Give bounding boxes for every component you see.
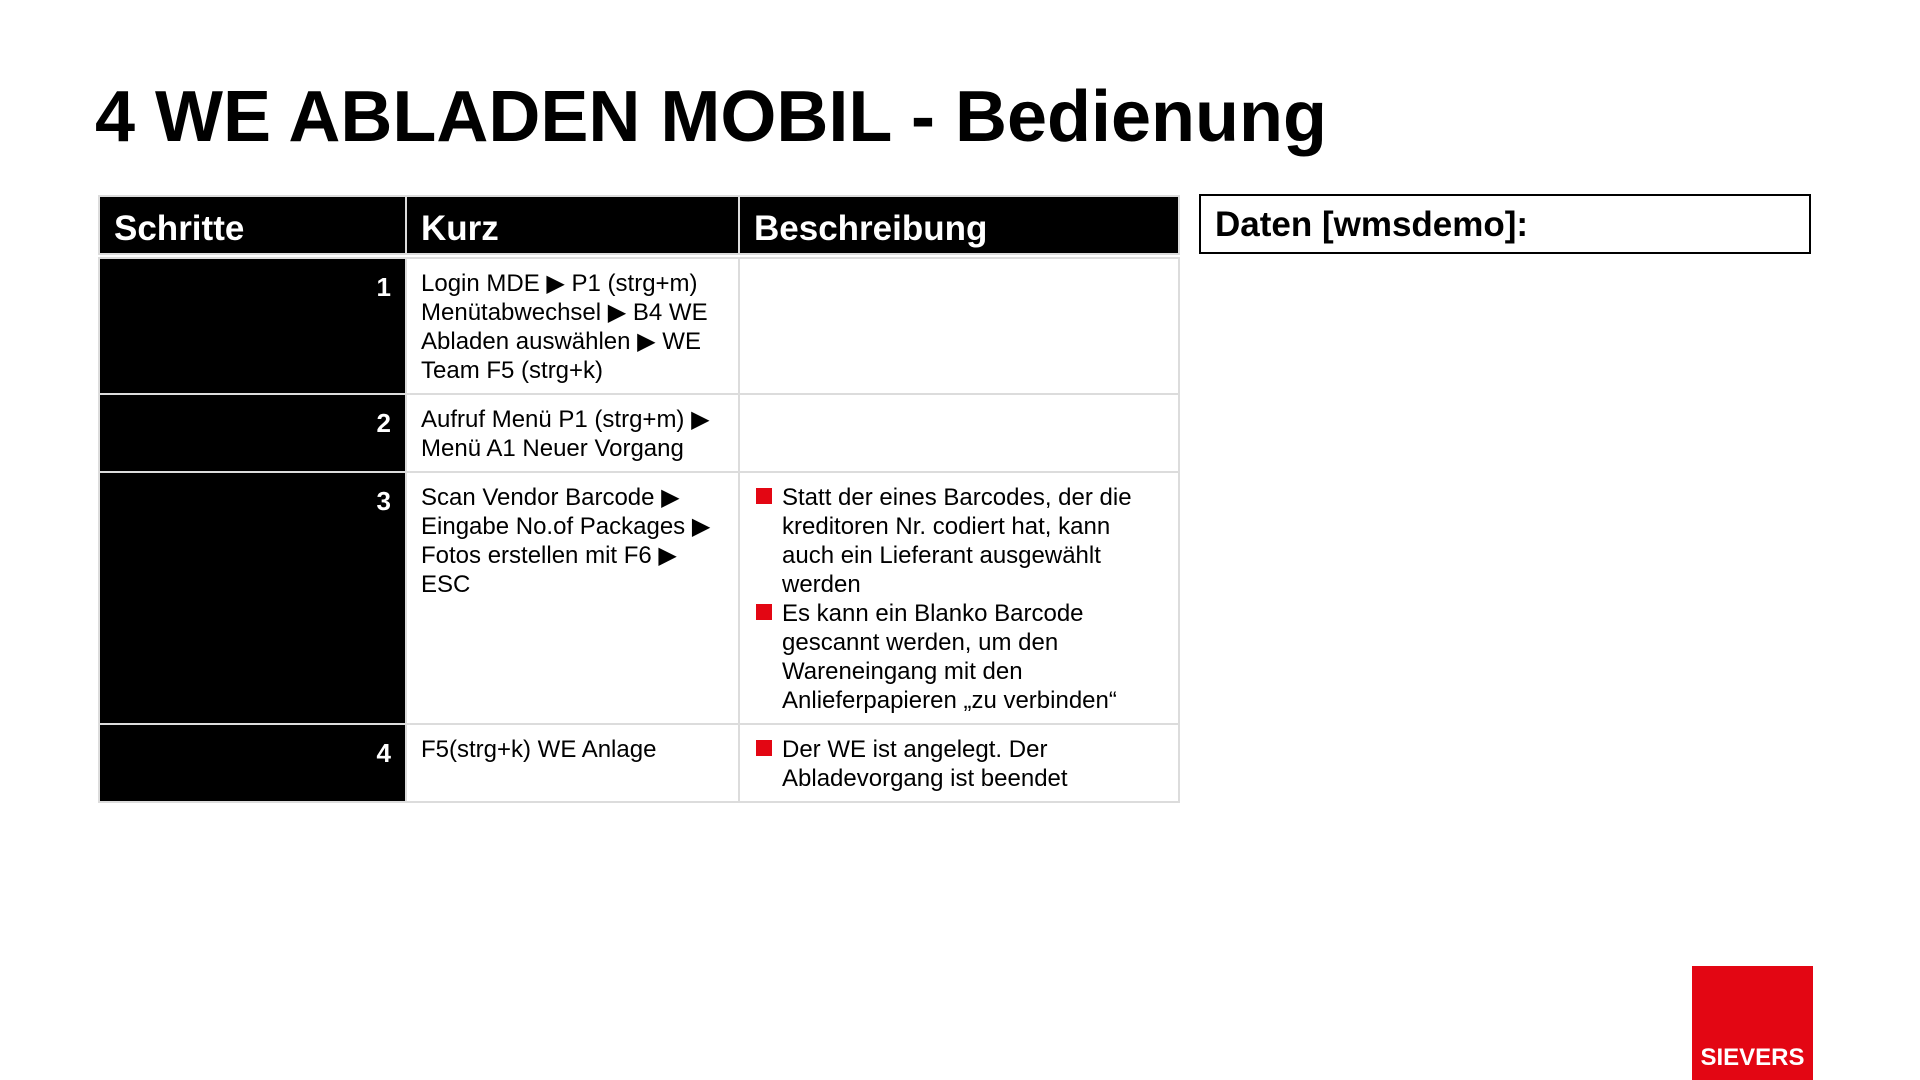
step-beschreibung <box>739 724 1179 802</box>
description-item <box>754 483 1164 599</box>
description-item <box>754 735 1164 793</box>
header-beschreibung: Beschreibung <box>739 196 1179 254</box>
step-kurz: Login MDE ▶ P1 (strg+m) Menütabwechsel ▶ B4 WE Abladen auswählen ▶ WE Team F5 (strg+k) <box>406 258 739 394</box>
step-number: 2 <box>99 394 406 472</box>
description-item <box>754 599 1164 715</box>
step-number: 3 <box>99 472 406 724</box>
header-schritte: Schritte <box>99 196 406 254</box>
table-header-row <box>99 196 1179 254</box>
description-text: Es kann ein Blanko Barcode gescannt werden, um den Wareneingang mit den Anlieferpapieren „zu verbinden“ <box>782 600 1117 714</box>
logo-text: SIEVERS <box>1700 1044 1805 1071</box>
step-beschreibung <box>739 472 1179 724</box>
step-kurz: F5(strg+k) WE Anlage <box>406 724 739 802</box>
table-row <box>99 258 1179 394</box>
data-box <box>1199 194 1811 254</box>
step-kurz: Aufruf Menü P1 (strg+m) ▶ Menü A1 Neuer Vorgang <box>406 394 739 472</box>
description-list <box>754 483 1164 715</box>
page-title: 4 WE ABLADEN MOBIL - Bedienung <box>95 77 1327 157</box>
red-square-bullet-icon <box>756 488 772 504</box>
description-text: Der WE ist angelegt. Der Abladevorgang ist beendet <box>782 736 1068 792</box>
table-row <box>99 724 1179 802</box>
step-number: 1 <box>99 258 406 394</box>
header-kurz: Kurz <box>406 196 739 254</box>
description-text: Statt der eines Barcodes, der die kreditoren Nr. codiert hat, kann auch ein Lieferant ausgewählt werden <box>782 484 1132 598</box>
step-number: 4 <box>99 724 406 802</box>
sievers-logo <box>1692 966 1813 1080</box>
step-beschreibung <box>739 394 1179 472</box>
step-beschreibung <box>739 258 1179 394</box>
table-row <box>99 394 1179 472</box>
table-row <box>99 472 1179 724</box>
steps-table <box>98 195 1180 803</box>
description-list <box>754 735 1164 793</box>
red-square-bullet-icon <box>756 740 772 756</box>
data-box-label: Daten [wmsdemo]: <box>1215 205 1529 244</box>
red-square-bullet-icon <box>756 604 772 620</box>
step-kurz: Scan Vendor Barcode ▶ Eingabe No.of Packages ▶ Fotos erstellen mit F6 ▶ ESC <box>406 472 739 724</box>
